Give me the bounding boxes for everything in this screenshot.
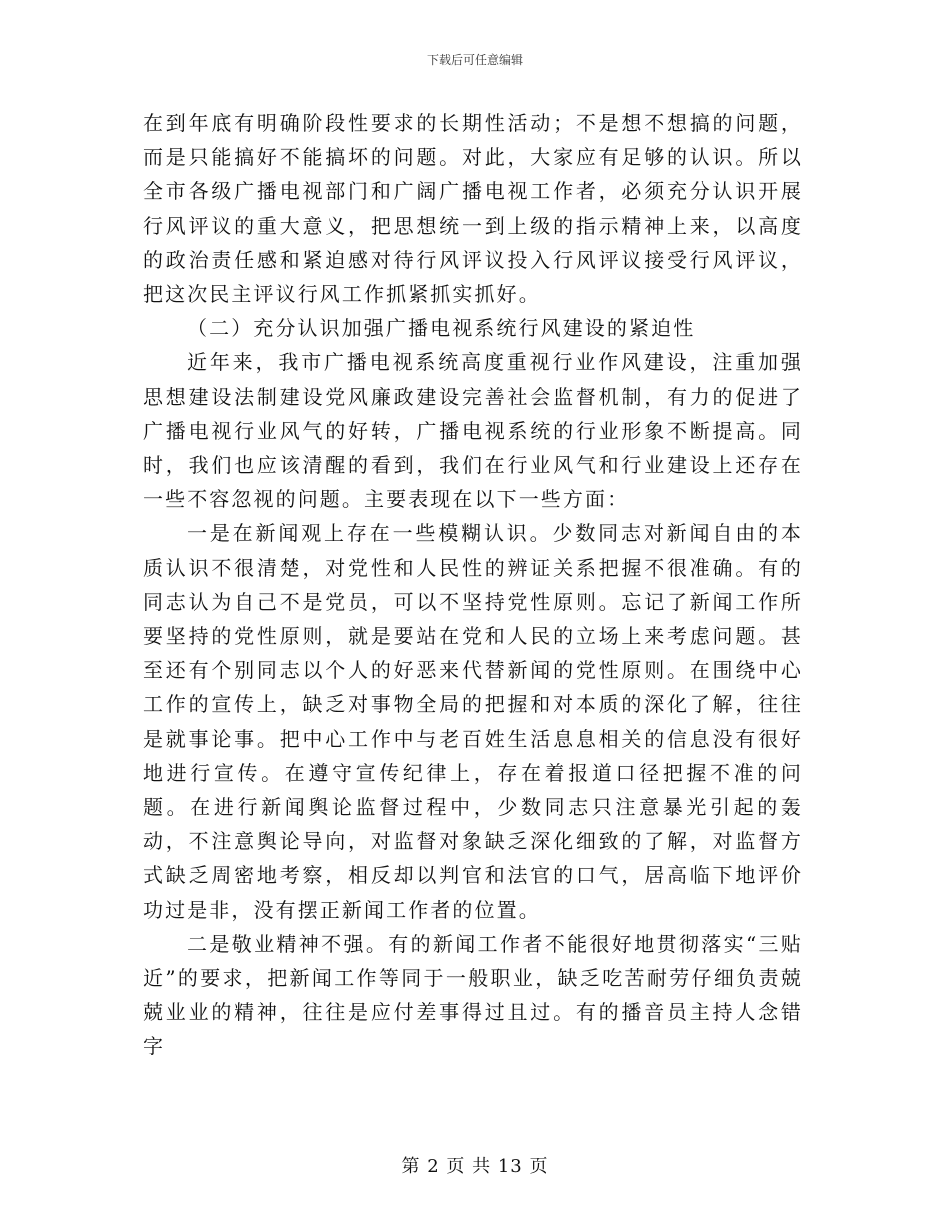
page-number: 第 2 页 共 13 页 [401, 1156, 549, 1177]
paragraph-continued: 在到年底有明确阶段性要求的长期性活动；不是想不想搞的问题，而是只能搞好不能搞坏的问题。对此，大家应有足够的认识。所以全市各级广播电视部门和广阔广播电视工作者，必须充分认识开展行风评议的重大意义，把思想统一到上级的指示精神上来，以高度的政治责任感和紧迫感对待行风评议投入行风评议接受行风评议，把这次民主评议行风工作抓紧抓实抓好。 [143, 111, 803, 307]
paragraph: 一是在新闻观上存在一些模糊认识。少数同志对新闻自由的本质认识不很清楚，对党性和人民性的辨证关系把握不很准确。有的同志认为自己不是党员，可以不坚持党性原则。忘记了新闻工作所要坚持的党性原则，就是要站在党和人民的立场上来考虑问题。甚至还有个别同志以个人的好恶来代替新闻的党性原则。在围绕中心工作的宣传上，缺乏对事物全局的把握和对本质的深化了解，往往是就事论事。把中心工作中与老百姓生活息息相关的信息没有很好地进行宣传。在遵守宣传纪律上，存在着报道口径把握不准的问题。在进行新闻舆论监督过程中，少数同志只注意暴光引起的轰动，不注意舆论导向，对监督对象缺乏深化细致的了解，对监督方式缺乏周密地考察，相反却以判官和法官的口气，居高临下地评价功过是非，没有摆正新闻工作者的位置。 [143, 521, 803, 922]
page-header-note: 下载后可任意编辑 [426, 53, 523, 67]
section-heading: （二）充分认识加强广播电视系统行风建设的紧迫性 [187, 316, 696, 341]
document-body [143, 106, 803, 1064]
paragraph: 二是敬业精神不强。有的新闻工作者不能很好地贯彻落实“三贴近”的要求，把新闻工作等同于一般职业，缺乏吃苦耐劳仔细负责兢兢业业的精神，往往是应付差事得过且过。有的播音员主持人念错字 [143, 931, 803, 1059]
paragraph: 近年来，我市广播电视系统高度重视行业作风建设，注重加强思想建设法制建设党风廉政建设完善社会监督机制，有力的促进了广播电视行业风气的好转，广播电视系统的行业形象不断提高。同时，我们也应该清醒的看到，我们在行业风气和行业建设上还存在一些不容忽视的问题。主要表现在以下一些方面： [143, 350, 803, 512]
